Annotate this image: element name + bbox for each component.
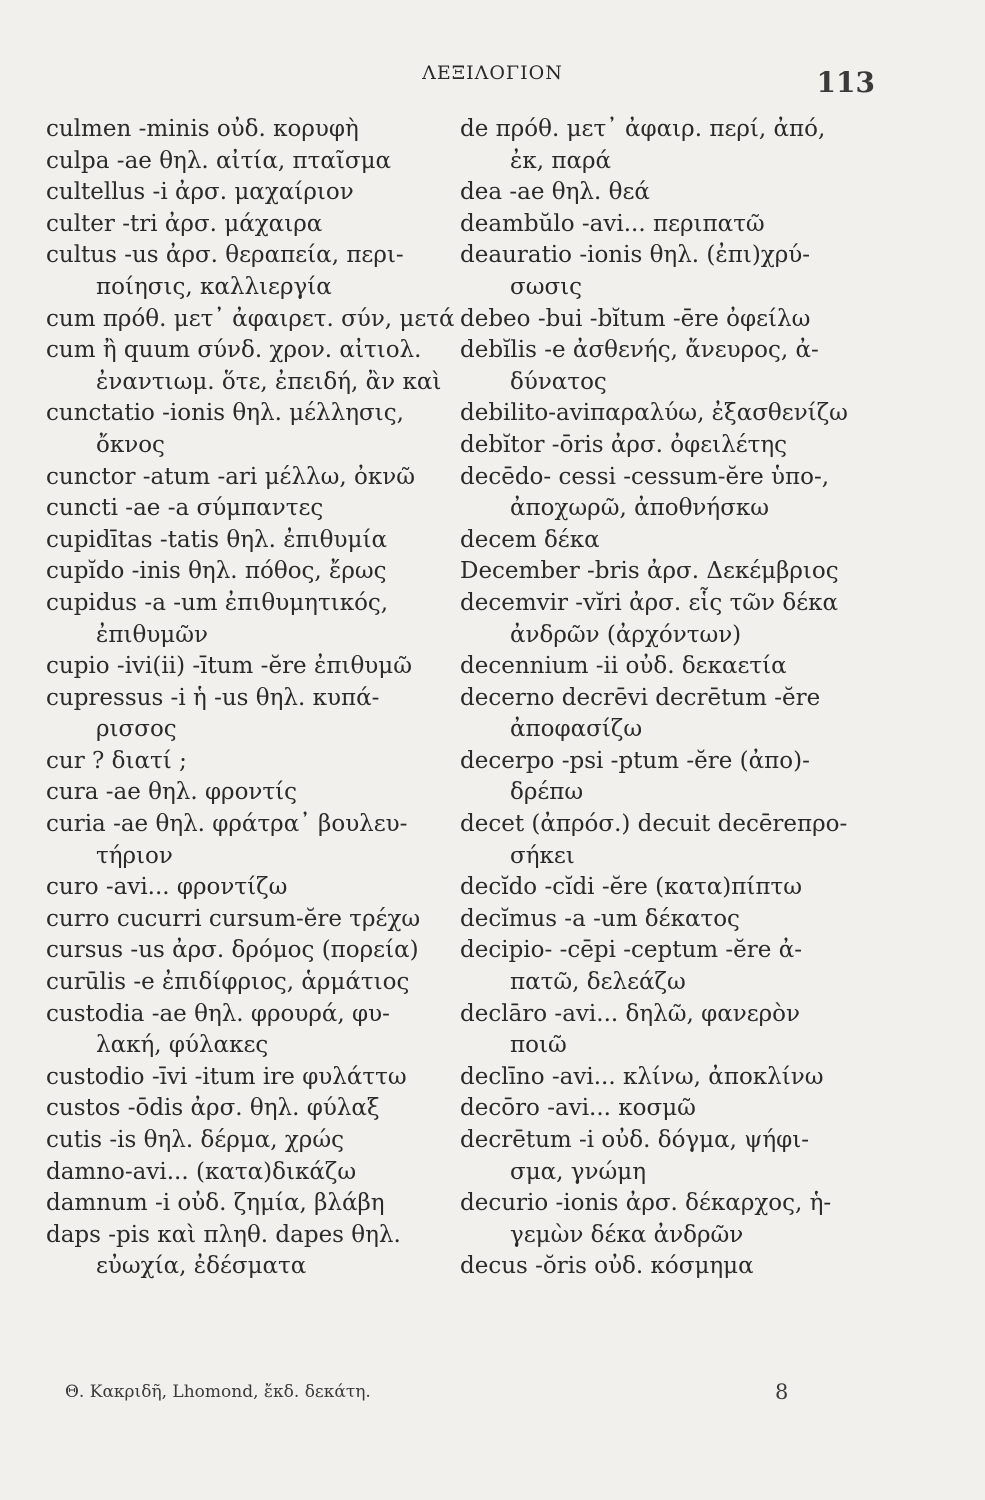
entry-line: curo -avi... φροντίζω xyxy=(46,874,288,901)
dictionary-entry xyxy=(460,525,860,557)
dictionary-entry xyxy=(46,1220,446,1283)
entry-line: decemvir -vĭri ἀρσ. εἷς τῶν δέκα xyxy=(460,589,839,616)
entry-line: declāro -avi... δηλῶ, φανερὸν xyxy=(460,1000,800,1027)
entry-line: decēdo- cessi -cessum-ĕre ὑπο-, xyxy=(460,463,830,490)
entry-line: cultellus -i ἀρσ. μαχαίριον xyxy=(46,179,354,206)
dictionary-entry xyxy=(46,398,446,461)
entry-line: decerno decrēvi decrētum -ĕre xyxy=(460,684,821,711)
dictionary-entry xyxy=(46,1062,446,1094)
entry-line: culpa -ae θηλ. αἰτία, πταῖσμα xyxy=(46,147,392,174)
dictionary-entry xyxy=(460,746,860,809)
dictionary-entry xyxy=(46,935,446,967)
dictionary-entry xyxy=(46,967,446,999)
dictionary-entry xyxy=(46,999,446,1062)
dictionary-entry xyxy=(460,651,860,683)
dictionary-entry xyxy=(460,1125,860,1188)
dictionary-entry xyxy=(460,240,860,303)
entry-line: custodio -īvi -itum ire φυλάττω xyxy=(46,1063,407,1090)
entry-line: December -bris ἀρσ. Δεκέμβριος xyxy=(460,558,839,585)
dictionary-entry xyxy=(46,1157,446,1189)
entry-line: dea -ae θηλ. θεά xyxy=(460,179,650,206)
footer-imprint: Θ. Κακριδῆ, Lhomond, ἔκδ. δεκάτη. xyxy=(65,1382,371,1402)
entry-line: cupĭdo -inis θηλ. πόθος, ἔρως xyxy=(46,558,387,585)
entry-line: decerpo -psi -ptum -ĕre (ἀπο)- xyxy=(460,747,810,774)
entry-line: cunctatio -ionis θηλ. μέλλησις, xyxy=(46,400,404,427)
entry-continuation: ἐπιθυμῶν xyxy=(96,621,208,648)
entry-line: cupressus -i ἡ -us θηλ. κυπά- xyxy=(46,684,380,711)
dictionary-entry xyxy=(460,462,860,525)
entry-line: damno-avi... (κατα)δικάζω xyxy=(46,1158,357,1185)
entry-continuation: ἐκ, παρά xyxy=(510,147,612,174)
dictionary-entry xyxy=(46,114,446,146)
entry-line: custos -ōdis ἀρσ. θηλ. φύλαξ xyxy=(46,1095,380,1122)
entry-line: cursus -us ἀρσ. δρόμος (πορεία) xyxy=(46,937,419,964)
entry-line: cum πρόθ. μετ᾽ ἀφαιρετ. σύν, μετά xyxy=(46,305,455,332)
dictionary-entry xyxy=(46,177,446,209)
page-number: 113 xyxy=(816,66,875,99)
dictionary-entry xyxy=(460,683,860,746)
dictionary-entry xyxy=(460,209,860,241)
entry-line: decem δέκα xyxy=(460,526,600,553)
entry-line: decrētum -i οὐδ. δόγμα, ψήφι- xyxy=(460,1127,809,1153)
entry-continuation: σήκει xyxy=(510,842,575,869)
dictionary-entry xyxy=(460,304,860,336)
dictionary-entry xyxy=(460,335,860,398)
entry-line: decipio- -cēpi -ceptum -ĕre ἀ- xyxy=(460,937,803,964)
dictionary-entry xyxy=(460,1188,860,1251)
entry-line: cupidītas -tatis θηλ. ἐπιθυμία xyxy=(46,526,387,553)
entry-line: cur ? διατί ; xyxy=(46,747,187,774)
dictionary-entry xyxy=(46,304,455,336)
entry-line: culmen -minis οὐδ. κορυφὴ xyxy=(46,116,359,142)
dictionary-entry xyxy=(46,809,446,872)
entry-continuation: ἀποφασίζω xyxy=(510,716,643,743)
entry-line: decus -ŏris οὐδ. κόσμημα xyxy=(460,1253,754,1280)
entry-line: cupidus -a -um ἐπιθυμητικός, xyxy=(46,589,389,616)
dictionary-entry xyxy=(46,746,446,778)
entry-continuation: γεμὼν δέκα ἀνδρῶν xyxy=(510,1221,744,1248)
entry-line: debĭlis -e ἀσθενής, ἄνευρος, ἀ- xyxy=(460,337,819,364)
entry-continuation: δύνατος xyxy=(510,368,607,395)
dictionary-entry xyxy=(460,1093,860,1125)
entry-line: de πρόθ. μετ᾽ ἀφαιρ. περί, ἀπό, xyxy=(460,116,826,142)
entry-line: cutis -is θηλ. δέρμα, χρώς xyxy=(46,1127,344,1153)
entry-continuation: ποίησις, καλλιεργία xyxy=(96,273,332,300)
entry-line: curro cucurri cursum-ĕre τρέχω xyxy=(46,905,421,932)
entry-line: culter -tri ἀρσ. μάχαιρα xyxy=(46,210,323,237)
dictionary-entry xyxy=(46,240,446,303)
entry-line: decĭmus -a -um δέκατος xyxy=(460,905,740,932)
dictionary-entry xyxy=(46,525,446,557)
dictionary-entry xyxy=(460,556,860,588)
dictionary-entry xyxy=(46,146,446,178)
dictionary-entry xyxy=(460,588,860,651)
entry-line: cura -ae θηλ. φροντίς xyxy=(46,779,298,806)
entry-continuation: τήριον xyxy=(96,842,173,869)
dictionary-entry xyxy=(46,1093,446,1125)
entry-line: deauratio -ionis θηλ. (ἐπι)χρύ- xyxy=(460,242,811,269)
entry-line: cunctor -atum -ari μέλλω, ὀκνῶ xyxy=(46,463,415,490)
dictionary-entry xyxy=(46,651,446,683)
entry-line: decennium -ii οὐδ. δεκαετία xyxy=(460,653,787,680)
entry-continuation: ἀποχωρῶ, ἀποθνήσκω xyxy=(510,495,770,522)
entry-line: curūlis -e ἐπιδίφριος, ἁρμάτιος xyxy=(46,969,410,996)
entry-line: damnum -i οὐδ. ζημία, βλάβη xyxy=(46,1190,385,1217)
entry-line: cultus -us ἀρσ. θεραπεία, περι- xyxy=(46,242,404,269)
entry-line: declīno -avi... κλίνω, ἀποκλίνω xyxy=(460,1063,824,1090)
entry-line: decōro -avi... κοσμῶ xyxy=(460,1095,696,1122)
entry-continuation: σμα, γνώμη xyxy=(510,1158,647,1185)
printer-signature-mark: 8 xyxy=(775,1380,789,1404)
entry-continuation: ποιῶ xyxy=(510,1032,567,1059)
dictionary-entry xyxy=(460,398,860,430)
entry-line: decurio -ionis ἀρσ. δέκαρχος, ἡ- xyxy=(460,1190,832,1217)
dictionary-entry xyxy=(460,809,860,872)
dictionary-entry xyxy=(46,904,446,936)
dictionary-entry xyxy=(460,430,860,462)
dictionary-entry xyxy=(460,904,860,936)
entry-continuation: ἐναντιωμ. ὅτε, ἐπειδή, ἂν καὶ xyxy=(96,368,442,395)
dictionary-entry xyxy=(46,209,446,241)
dictionary-entry xyxy=(460,935,860,998)
entry-continuation: πατῶ, δελεάζω xyxy=(510,969,686,996)
entry-line: curia -ae θηλ. φράτρα᾽ βουλευ- xyxy=(46,811,408,838)
entry-continuation: δρέπω xyxy=(510,779,584,806)
entry-continuation: σωσις xyxy=(510,273,583,300)
entry-continuation: ρισσος xyxy=(96,716,177,743)
dictionary-entry xyxy=(460,177,860,209)
entry-continuation: ὄκνος xyxy=(96,431,165,458)
left-column xyxy=(46,114,455,1283)
entry-continuation: λακή, φύλακες xyxy=(96,1032,269,1059)
dictionary-entry xyxy=(46,1125,446,1157)
dictionary-entry xyxy=(46,493,446,525)
dictionary-entry xyxy=(460,999,860,1062)
entry-line: cuncti -ae -a σύμπαντες xyxy=(46,495,324,522)
dictionary-entry xyxy=(46,872,446,904)
entry-line: debĭtor -ōris ἀρσ. ὀφειλέτης xyxy=(460,431,788,458)
dictionary-entry xyxy=(460,1251,860,1283)
dictionary-entry xyxy=(460,114,860,177)
entry-line: custodia -ae θηλ. φρουρά, φυ- xyxy=(46,1000,390,1027)
entry-continuation: εὐωχία, ἐδέσματα xyxy=(96,1253,307,1280)
entry-line: cupio -ivi(ii) -ītum -ĕre ἐπιθυμῶ xyxy=(46,653,412,680)
dictionary-entry xyxy=(46,556,446,588)
dictionary-entry xyxy=(460,1062,860,1094)
entry-line: daps -pis καὶ πληθ. dapes θηλ. xyxy=(46,1221,401,1248)
dictionary-entry xyxy=(46,777,446,809)
dictionary-entry xyxy=(46,335,446,398)
dictionary-entry xyxy=(46,588,446,651)
entry-line: debeo -bui -bĭtum -ēre ὀφείλω xyxy=(460,305,811,332)
entry-line: deambŭlo -avi... περιπατῶ xyxy=(460,210,765,237)
dictionary-entry xyxy=(46,1188,446,1220)
dictionary-entry xyxy=(46,462,446,494)
entry-continuation: ἀνδρῶν (ἀρχόντων) xyxy=(510,621,742,648)
entry-line: decet (ἀπρόσ.) decuit decēreπρο- xyxy=(460,811,848,838)
entry-line: decĭdo -cĭdi -ĕre (κατα)πίπτω xyxy=(460,874,802,901)
page-header-title: ΛΕΞΙΛΟΓΙΟΝ xyxy=(422,62,563,84)
entry-line: cum ἢ quum σύνδ. χρον. αἰτιολ. xyxy=(46,337,422,364)
dictionary-entry xyxy=(46,683,446,746)
dictionary-entry xyxy=(460,872,860,904)
entry-line: debilito-aviπαραλύω, ἐξασθενίζω xyxy=(460,400,848,427)
right-column xyxy=(460,114,860,1283)
